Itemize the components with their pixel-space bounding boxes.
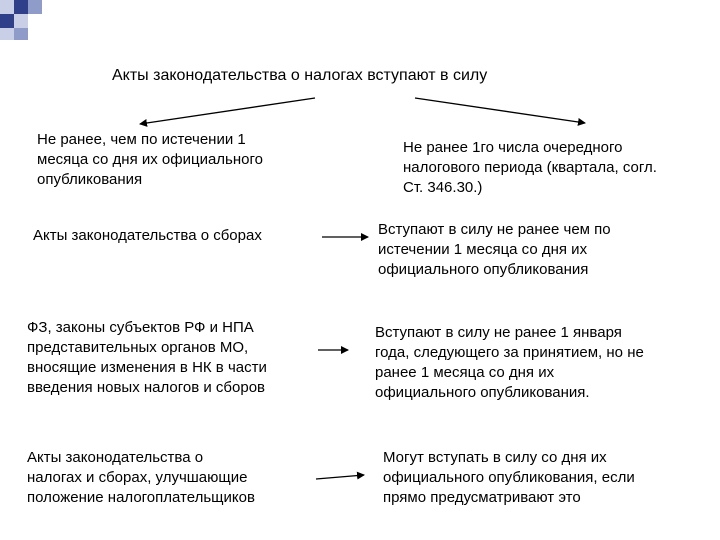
text-line: введения новых налогов и сборов — [27, 379, 266, 396]
text-line: Не ранее, чем по истечении 1 — [37, 131, 246, 148]
text-line: Вступают в силу не ранее чем по — [378, 221, 611, 238]
text-line: Вступают в силу не ранее 1 января — [375, 324, 622, 341]
text-line: Могут вступать в силу со дня их — [383, 449, 607, 466]
arrow-row-3 — [316, 475, 364, 479]
slide-title-text: Акты законодательства о налогах вступают в силу — [112, 67, 488, 84]
text-line: Акты законодательства о — [27, 449, 204, 466]
arrow-to-branch-left — [140, 98, 315, 124]
slide-title — [112, 66, 487, 86]
row-3-left-text — [27, 448, 255, 508]
text-line: Ст. 346.30.) — [403, 179, 483, 196]
text-line: официального опубликования — [378, 261, 589, 278]
row-2-right-text — [375, 323, 644, 403]
text-line: налогового периода (квартала, согл. — [403, 159, 657, 176]
text-line: вносящие изменения в НК в части — [27, 359, 267, 376]
text-line: года, следующего за принятием, но не — [375, 344, 644, 361]
arrow-to-branch-right — [415, 98, 585, 123]
branch-right-text — [403, 138, 657, 198]
text-line: ФЗ, законы субъектов РФ и НПА — [27, 319, 254, 336]
text-line: прямо предусматривают это — [383, 489, 581, 506]
text-line: Акты законодательства о сборах — [33, 227, 262, 244]
text-line: истечении 1 месяца со дня их — [378, 241, 588, 258]
text-line: опубликования — [37, 171, 143, 188]
text-line: ранее 1 месяца со дня их — [375, 364, 555, 381]
row-1-left-text — [33, 226, 262, 246]
row-1-right-text — [378, 220, 611, 280]
text-line: официального опубликования. — [375, 384, 590, 401]
text-line: налогах и сборах, улучшающие — [27, 469, 248, 486]
row-3-right-text — [383, 448, 635, 508]
text-line: официального опубликования, если — [383, 469, 635, 486]
branch-left-text — [37, 130, 263, 190]
text-line: месяца со дня их официального — [37, 151, 263, 168]
row-2-left-text — [27, 318, 267, 398]
text-line: положение налогоплательщиков — [27, 489, 255, 506]
text-line: Не ранее 1го числа очередного — [403, 139, 623, 156]
text-line: представительных органов МО, — [27, 339, 249, 356]
